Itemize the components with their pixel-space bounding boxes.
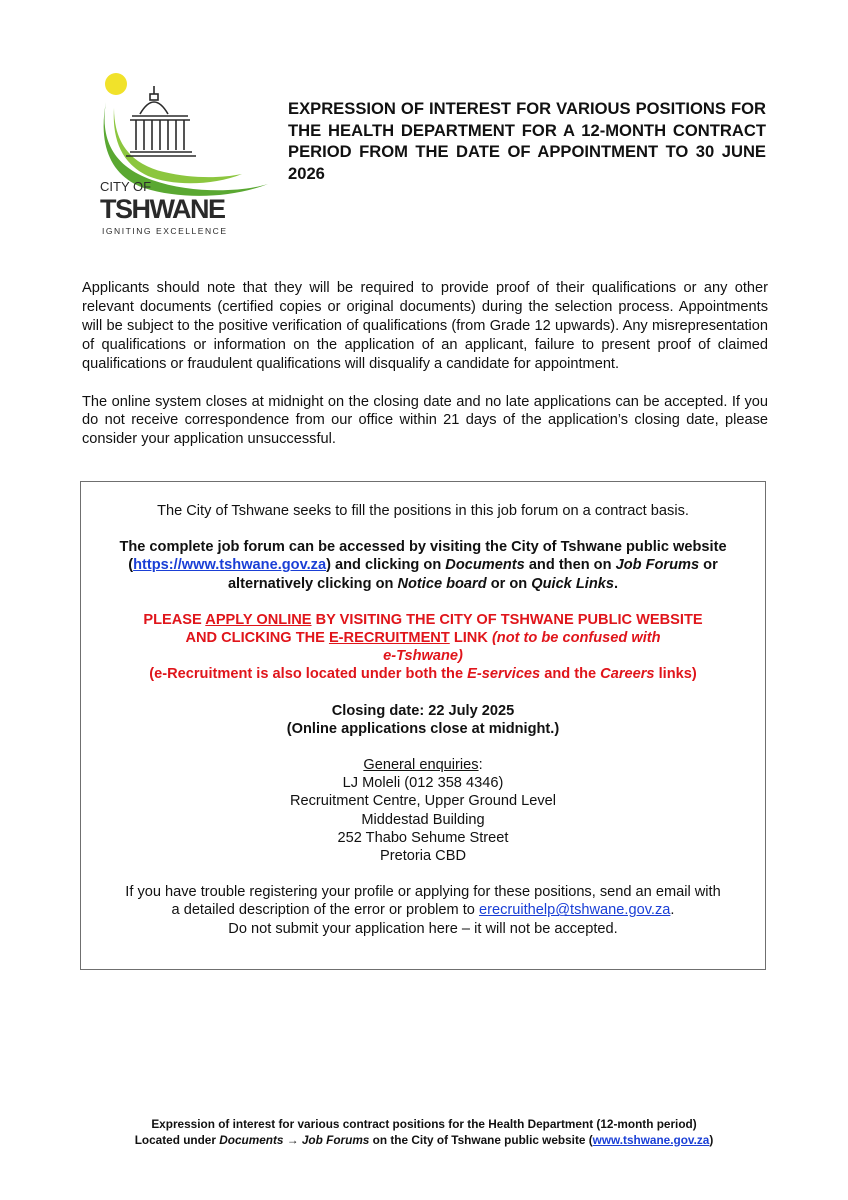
trouble-line-3: Do not submit your application here – it will not be accepted.: [228, 920, 618, 937]
contact-address-line-4: Pretoria CBD: [380, 848, 466, 865]
access-text-mid3: or alternatively clicking on: [227, 557, 718, 592]
located-end: links): [654, 666, 697, 683]
logo-tagline: IGNITING EXCELLENCE: [102, 226, 226, 236]
apply-line-4: [81, 665, 765, 683]
contact-address-line-3: 252 Thabo Sehume Street: [337, 829, 509, 846]
careers-label: Careers: [600, 666, 655, 683]
access-text-pre: The complete job forum can be accessed by visiting the City of Tshwane public website (: [119, 539, 727, 574]
contact-address-line-2: Middestad Building: [361, 811, 485, 828]
help-email-link[interactable]: erecruithelp@tshwane.gov.za: [478, 902, 671, 919]
apply-please: PLEASE: [143, 611, 206, 628]
trouble-line-2: [81, 901, 765, 919]
apply-line-1: [81, 611, 765, 629]
general-enquiries-block: [81, 756, 765, 865]
logo-city-of: CITY OF: [100, 179, 152, 194]
job-forum-access-text: [81, 538, 765, 593]
apply-line-3: [81, 647, 765, 665]
footer-line-2-pre: Located under: [134, 1132, 220, 1147]
apply-online-emphasis: APPLY ONLINE: [205, 611, 312, 628]
enquiries-colon: :: [478, 757, 483, 774]
located-mid: and the: [540, 666, 601, 683]
trouble-block: [81, 883, 765, 938]
footer-arrow: →: [283, 1132, 302, 1147]
logo-building: [126, 86, 196, 156]
contact-address-line-1: Recruitment Centre, Upper Ground Level: [289, 793, 557, 810]
intro-section: [82, 279, 768, 468]
application-info-box: [80, 481, 766, 970]
quick-links-label: Quick Links: [531, 575, 614, 592]
page-footer: [0, 1117, 848, 1148]
enquiries-heading: [81, 756, 765, 774]
enquiries-label: General enquiries: [363, 757, 479, 774]
contact-name-phone: LJ Moleli (012 358 4346): [342, 775, 504, 792]
footer-line-1: Expression of interest for various contract positions for the Health Department (12-month period): [151, 1117, 697, 1131]
apply-line-1-rest: BY VISITING THE CITY OF TSHWANE PUBLIC WEBSITE: [311, 611, 703, 628]
footer-line-2: [0, 1133, 848, 1149]
logo-sun: [105, 73, 127, 95]
documents-label: Documents: [445, 557, 525, 574]
notice-board-label: Notice board: [397, 575, 487, 592]
access-text-end: .: [613, 575, 619, 592]
e-tshwane-note: e-Tshwane): [383, 648, 463, 665]
e-services-label: E-services: [467, 666, 541, 683]
job-forums-label: Job Forums: [615, 557, 700, 574]
contract-basis-text: The City of Tshwane seeks to fill the positions in this job forum on a contract basis.: [157, 503, 689, 519]
access-text-mid2: and then on: [524, 557, 616, 574]
logo-tshwane: TSHWANE: [100, 194, 226, 224]
footer-job-forums-label: Job Forums: [301, 1132, 370, 1147]
closing-date: Closing date: 22 July 2025: [331, 702, 515, 719]
document-title: EXPRESSION OF INTEREST FOR VARIOUS POSITIONS FOR THE HEALTH DEPARTMENT FOR A 12-MONTH CONTRACT PERIOD FROM THE DATE OF APPOINTMENT TO 30 JUNE 2026: [288, 99, 766, 183]
footer-documents-label: Documents: [219, 1132, 284, 1147]
city-of-tshwane-logo: [92, 68, 274, 240]
footer-line-2-end: ): [709, 1132, 714, 1147]
access-text-mid1: ) and clicking on: [326, 557, 446, 574]
closing-date-block: [81, 702, 765, 738]
intro-paragraph-qualifications: Applicants should note that they will be required to provide proof of their qualifications or any other relevant documents (certified copies or original documents) during the selection process. Appointments will be subject to the positive verification of qualifications (from Grade 12 upwards). Any misrepresentation of qualifications or information on the application of an applicant, failure to present proof of claimed qualifications or fraudulent qualifications will disqualify a candidate for appointment.: [82, 280, 768, 372]
e-recruitment-emphasis: E-RECRUITMENT: [328, 630, 450, 647]
trouble-line-2-pre: a detailed description of the error or problem to: [171, 902, 479, 919]
tshwane-website-link[interactable]: https://www.tshwane.gov.za: [133, 557, 327, 574]
apply-link-word: LINK: [449, 630, 492, 647]
located-pre: (e-Recruitment is also located under both the: [149, 666, 468, 683]
footer-website-link[interactable]: www.tshwane.gov.za: [592, 1132, 710, 1147]
not-confused-note: (not to be confused with: [491, 630, 661, 647]
apply-online-notice: [81, 611, 765, 684]
closing-date-note: (Online applications close at midnight.): [286, 720, 560, 737]
apply-line-2-pre: AND CLICKING THE: [185, 630, 329, 647]
trouble-line-1: If you have trouble registering your profile or applying for these positions, send an email with: [125, 884, 721, 901]
apply-line-2: [81, 629, 765, 647]
access-text-mid4: or on: [486, 575, 532, 592]
intro-paragraph-closing-system: The online system closes at midnight on the closing date and no late applications can be accepted. If you do not receive correspondence from our office within 21 days of the application’s closing date, please consider your application unsuccessful.: [82, 393, 768, 448]
footer-line-2-mid: on the City of Tshwane public website (: [369, 1132, 593, 1147]
trouble-line-2-end: .: [670, 902, 675, 919]
